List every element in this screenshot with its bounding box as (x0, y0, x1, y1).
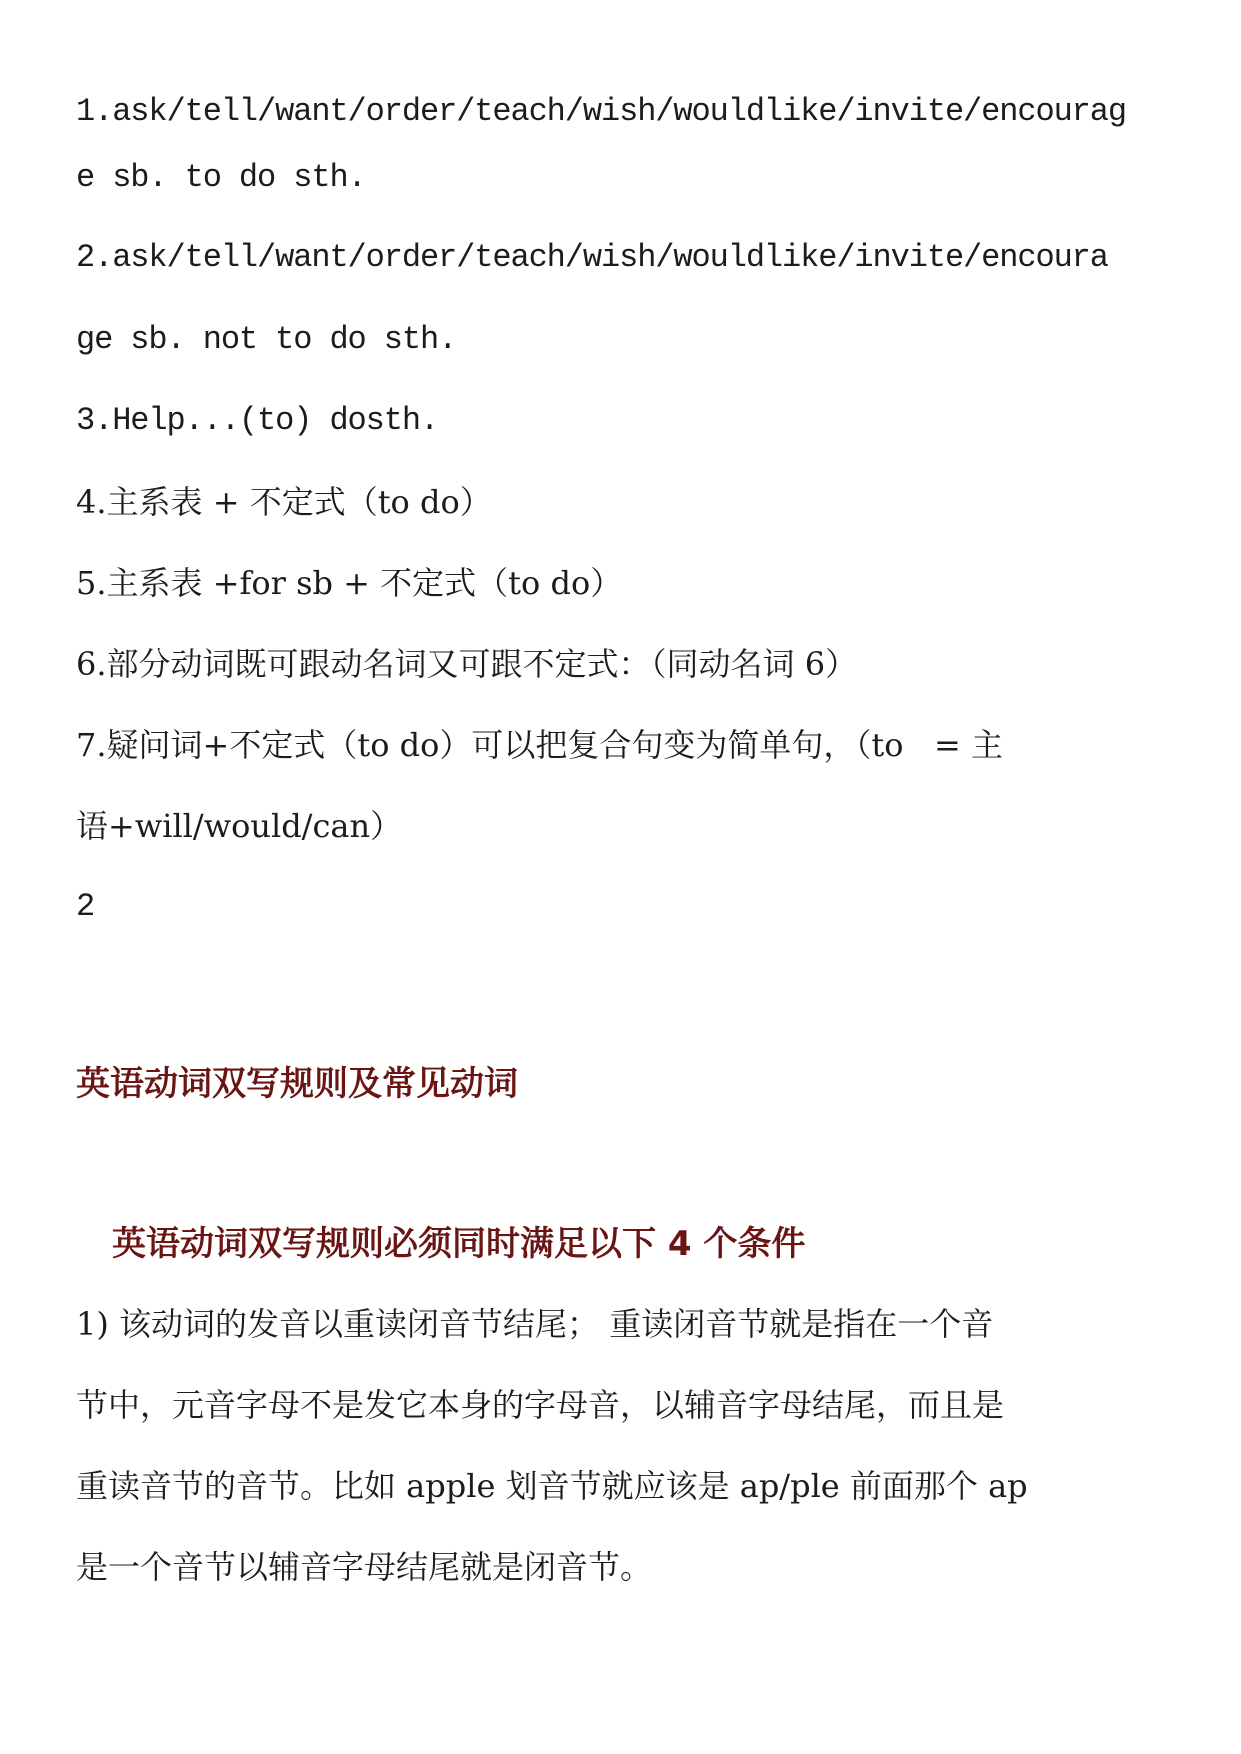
section-title: 英语动词双写规则及常见动词 (76, 1064, 518, 1104)
list-item-2-line-2: ge sb. not to do sth. (76, 321, 457, 358)
rule-1-line-4: 是一个音节以辅音字母结尾就是闭音节。 (76, 1548, 653, 1586)
list-item-4: 4.主系表 + 不定式（to do） (76, 483, 492, 521)
list-item-5: 5.主系表 +for sb + 不定式（to do） (76, 564, 623, 602)
list-item-1-line-1: 1.ask/tell/want/order/teach/wish/wouldlike/invite/encourag (76, 93, 1126, 130)
list-item-7-line-2: 语+will/would/can） (76, 807, 403, 845)
list-item-3: 3.Help...(to) dosth. (76, 402, 439, 439)
rule-1-line-2: 节中，元音字母不是发它本身的字母音，以辅音字母结尾，而且是 (76, 1386, 1005, 1424)
list-item-6: 6.部分动词既可跟动名词又可跟不定式：（同动名词 6） (76, 645, 858, 683)
list-item-7-line-1: 7.疑问词+不定式（to do）可以把复合句变为简单句，（to = 主 (76, 726, 1004, 764)
rule-1-line-1: 1) 该动词的发音以重读闭音节结尾； 重读闭音节就是指在一个音 (76, 1305, 994, 1343)
list-item-2-line-1: 2.ask/tell/want/order/teach/wish/wouldlike/invite/encoura (76, 239, 1108, 276)
list-item-1-line-2: e sb. to do sth. (76, 159, 366, 196)
subsection-title: 英语动词双写规则必须同时满足以下 4 个条件 (112, 1224, 806, 1264)
rule-1-line-3: 重读音节的音节。比如 apple 划音节就应该是 ap/ple 前面那个 ap (76, 1467, 1028, 1505)
page-marker: 2 (76, 888, 95, 925)
